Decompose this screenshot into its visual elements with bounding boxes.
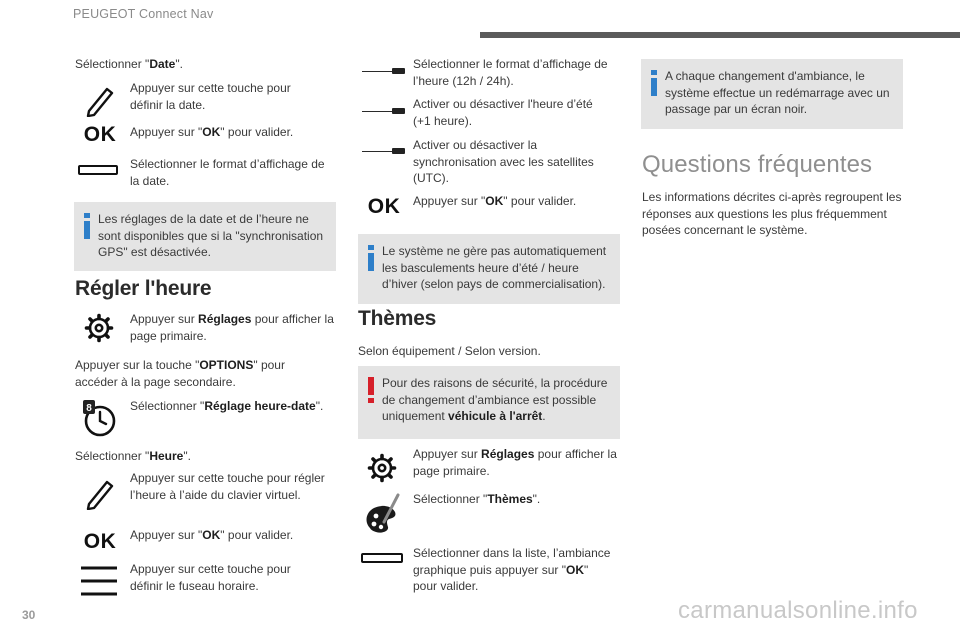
info-dst-text: Le système ne gère pas automatiquement les basculements heure d’été / heure d’hiver (selon pays de commercialisation). xyxy=(382,244,607,291)
ok-icon: OK xyxy=(83,529,117,553)
section-title-themes: Thèmes xyxy=(358,307,437,330)
select-date-text: Sélectionner "Date". xyxy=(75,57,183,71)
warning-box xyxy=(358,366,620,439)
faq-title: Questions fréquentes xyxy=(642,151,873,178)
palette-icon xyxy=(362,492,404,536)
step-hour-format: Sélectionner le format d’affichage de l’heure (12h / 24h). xyxy=(413,57,608,88)
warning-icon xyxy=(368,377,374,403)
watermark: carmanualsonline.info xyxy=(678,597,918,624)
pencil-icon xyxy=(82,475,118,511)
step-ok-time: Appuyer sur "OK" pour valider. xyxy=(413,194,577,208)
step-date-touch: Appuyer sur cette touche pour définir la date. xyxy=(130,81,291,112)
page-number: 30 xyxy=(22,608,36,622)
gear-icon xyxy=(366,452,398,484)
step-ok-hour: Appuyer sur "OK" pour valider. xyxy=(130,528,294,542)
step-utc: Activer ou désactiver la synchronisation avec les satellites (UTC). xyxy=(413,138,594,185)
step-dst: Activer ou désactiver l'heure d’été (+1 heure). xyxy=(413,97,593,128)
info-icon xyxy=(368,245,374,271)
faq-text: Les informations décrites ci-après regroupent les réponses aux questions les plus fréquemment posées concernant le système. xyxy=(642,190,902,237)
step-time-setting: Sélectionner "Réglage heure-date". xyxy=(130,399,324,413)
step-settings: Appuyer sur Réglages pour afficher la page primaire. xyxy=(130,312,334,343)
info-box-ambience xyxy=(641,59,903,129)
ok-icon: OK xyxy=(367,194,401,218)
step-ok-date: Appuyer sur "OK" pour valider. xyxy=(130,125,294,139)
info-box-gps xyxy=(74,202,336,271)
ok-icon: OK xyxy=(83,122,117,146)
step-settings-themes: Appuyer sur Réglages pour afficher la page primaire. xyxy=(413,447,617,478)
step-timezone: Appuyer sur cette touche pour définir le fuseau horaire. xyxy=(130,562,291,593)
toggle-switch-icon xyxy=(362,64,406,78)
section-title-time: Régler l'heure xyxy=(75,277,212,300)
field-bar-icon xyxy=(78,165,118,175)
toggle-switch-icon xyxy=(362,104,406,118)
field-bar-icon xyxy=(361,553,403,563)
info-icon xyxy=(84,213,90,239)
menu-icon xyxy=(80,565,118,597)
info-ambience-text: A chaque changement d'ambiance, le système effectue un redémarrage avec un passage par un écran noir. xyxy=(665,69,890,116)
info-box-dst xyxy=(358,234,620,304)
clock-icon xyxy=(80,396,120,440)
badge-number: 8 xyxy=(86,403,92,414)
select-hour-text: Sélectionner "Heure". xyxy=(75,449,191,463)
step-date-format: Sélectionner le format d’affichage de la date. xyxy=(130,157,325,188)
gear-icon xyxy=(83,312,115,344)
equipment-text: Selon équipement / Selon version. xyxy=(358,344,541,358)
step-select-ambience: Sélectionner dans la liste, l’ambiance graphique puis appuyer sur "OK" pour valider. xyxy=(413,546,611,593)
pencil-icon xyxy=(82,82,118,118)
step-options: Appuyer sur la touche "OPTIONS" pour accéder à la page secondaire. xyxy=(75,358,285,389)
toggle-switch-icon xyxy=(362,144,406,158)
header-bar xyxy=(480,32,960,38)
info-icon xyxy=(651,70,657,96)
header-title: PEUGEOT Connect Nav xyxy=(73,7,214,21)
info-gps-text: Les réglages de la date et de l’heure ne sont disponibles que si la "synchronisation GPS" est désactivée. xyxy=(98,212,324,259)
step-hour-touch: Appuyer sur cette touche pour régler l’heure à l’aide du clavier virtuel. xyxy=(130,471,325,502)
warning-text: Pour des raisons de sécurité, la procédure de changement d’ambiance est possible uniquement véhicule à l'arrêt. xyxy=(382,376,608,423)
step-select-themes: Sélectionner "Thèmes". xyxy=(413,492,541,506)
